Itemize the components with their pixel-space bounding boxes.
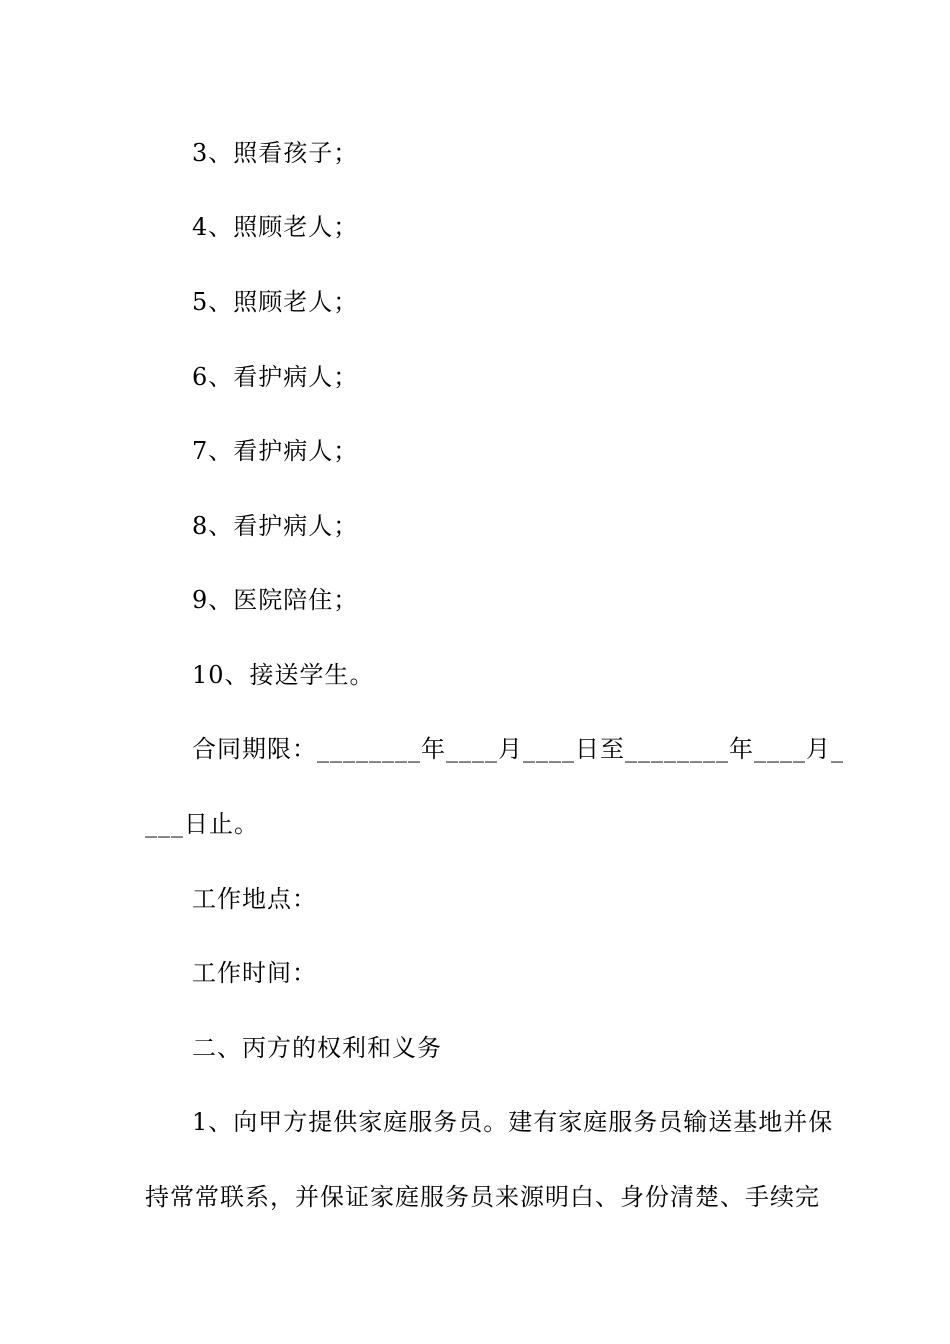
obligation-paragraph-line-2: 持常常联系，并保证家庭服务员来源明白、身份清楚、手续完 <box>145 1183 820 1211</box>
work-location: 工作地点： <box>192 885 317 913</box>
contract-term-continuation: ___日止。 <box>145 810 259 838</box>
service-item-5: 5、照顾老人； <box>192 288 359 316</box>
service-item-4: 4、照顾老人； <box>192 213 359 241</box>
service-item-8: 8、看护病人； <box>192 512 359 540</box>
service-item-6: 6、看护病人； <box>192 363 359 391</box>
service-item-3: 3、照看孩子； <box>192 139 359 167</box>
section-heading: 二、丙方的权利和义务 <box>192 1034 442 1062</box>
service-item-9: 9、医院陪住； <box>192 586 359 614</box>
obligation-paragraph-line-1: 1、向甲方提供家庭服务员。建有家庭服务员输送基地并保 <box>192 1108 834 1136</box>
contract-term-line: 合同期限：________年____月____日至________年____月_ <box>192 735 844 763</box>
service-item-7: 7、看护病人； <box>192 437 359 465</box>
work-time: 工作时间： <box>192 959 317 987</box>
service-item-10: 10、接送学生。 <box>192 661 375 689</box>
